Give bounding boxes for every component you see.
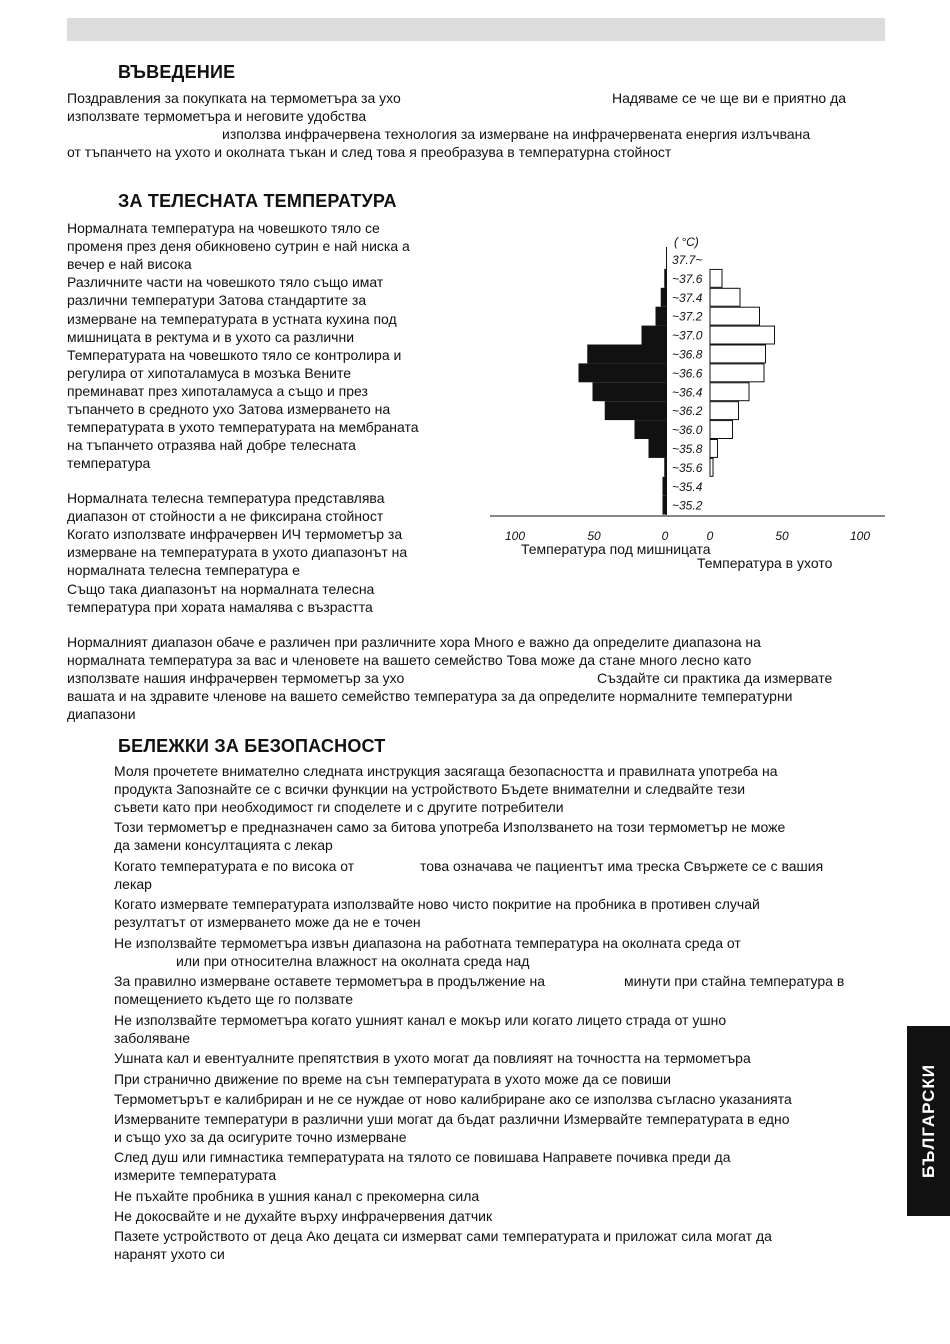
safety-line: наранят ухото си bbox=[114, 1246, 225, 1262]
chart-unit-label: ( °C) bbox=[674, 235, 699, 249]
bar-ear bbox=[710, 383, 749, 401]
bar-armpit bbox=[635, 420, 667, 439]
safety-line: Ушната кал и евентуалните препятствия в ухото могат да повлияят на точността на термометъра bbox=[114, 1050, 751, 1066]
intro-line: Надяваме се че ще ви е приятно да bbox=[612, 90, 847, 106]
body-temp-line: диапазони bbox=[67, 706, 136, 722]
intro-line: от тъпанчето на ухото и околната тъкан и след това я преобразува в температурна стойност bbox=[67, 144, 672, 160]
bar-armpit bbox=[663, 496, 667, 515]
bar-ear bbox=[710, 326, 775, 344]
safety-line: След душ или гимнастика температурата на тялото се повишава Направете почивка преди да bbox=[114, 1149, 731, 1165]
safety-line: да замени консултацията с лекар bbox=[114, 837, 333, 853]
bar-ear bbox=[710, 345, 766, 363]
intro-heading: ВЪВЕДЕНИЕ bbox=[118, 62, 236, 82]
category-label: ~36.8 bbox=[672, 347, 703, 362]
category-label: ~36.6 bbox=[672, 366, 703, 381]
para1-line: мишницата в ректума и в ухото са различни bbox=[67, 328, 355, 345]
para2-line: нормалната телесна температура е bbox=[67, 562, 300, 579]
category-label: ~35.8 bbox=[672, 442, 703, 456]
bar-ear bbox=[710, 402, 739, 420]
bar-armpit bbox=[593, 382, 667, 401]
tick-label-right: 100 bbox=[849, 529, 871, 540]
bar-ear bbox=[710, 440, 718, 458]
para1-line: температура bbox=[67, 455, 151, 472]
tick-label-left: 100 bbox=[504, 529, 526, 540]
para2-line: Също така диапазонът на нормалната телесна bbox=[67, 580, 375, 597]
body-temp-line: Създайте си практика да измервате bbox=[597, 670, 833, 686]
para1-line: Нормалната температура на човешкото тяло се bbox=[67, 220, 380, 236]
bar-ear bbox=[710, 364, 764, 382]
para1-line: Различните части на човешкото тяло също имат bbox=[67, 274, 384, 291]
safety-line: помещението където ще го ползвате bbox=[114, 991, 353, 1007]
para1-line: регулира от хипоталамуса в мозъка Вените bbox=[67, 364, 352, 381]
tick-label-right: 50 bbox=[775, 529, 789, 540]
para1-line: измерване на температурата в устната кухина под bbox=[67, 310, 397, 327]
body-temp-heading: ЗА ТЕЛЕСНАТА ТЕМПЕРАТУРА bbox=[118, 191, 397, 211]
category-label: ~37.0 bbox=[672, 328, 703, 343]
category-label: ~35.4 bbox=[672, 479, 703, 494]
safety-line: резултатът от измерването може да не е точен bbox=[114, 914, 421, 930]
safety-line: и също ухо за да осигурите точно измерване bbox=[114, 1129, 407, 1145]
header-bar bbox=[67, 18, 885, 41]
safety-line: При странично движение по време на сън температурата в ухото може да се повиши bbox=[114, 1071, 671, 1087]
bar-armpit bbox=[663, 477, 667, 496]
chart-caption-left: Температура под мишницата bbox=[521, 541, 711, 557]
chart-caption-right: Температура в ухото bbox=[697, 555, 833, 571]
safety-line: съвети като при необходимост ги споделете и с другите потребители bbox=[114, 799, 564, 815]
safety-line: или при относителна влажност на околната среда над bbox=[176, 953, 530, 969]
intro-line: Поздравления за покупката на термометъра за ухо bbox=[67, 90, 401, 106]
para2-line: Нормалната телесна температура представлява bbox=[67, 490, 385, 506]
bar-ear bbox=[710, 307, 760, 325]
safety-heading: БЕЛЕЖКИ ЗА БЕЗОПАСНОСТ bbox=[118, 736, 386, 756]
para1-line: вечер е най висока bbox=[67, 256, 192, 273]
para2-line: температура при хората намалява с възрастта bbox=[67, 598, 373, 615]
safety-line: Термометърът е калибриран и не се нуждае от ново калибриране ако се използва съгласно указанията bbox=[114, 1091, 792, 1107]
para1-line: на тъпанчето отразява най добре телесната bbox=[67, 437, 356, 454]
category-label: ~37.4 bbox=[672, 290, 703, 305]
safety-line: това означава че пациентът има треска Свържете се с вашия bbox=[420, 858, 824, 874]
safety-line: продукта Запознайте се с всички функции на устройството Бъдете внимателни и следвайте тези bbox=[114, 781, 746, 797]
para1-line: преминават през хипоталамуса а също и през bbox=[67, 382, 368, 399]
safety-line: Не пъхайте пробника в ушния канал с прекомерна сила bbox=[114, 1188, 480, 1204]
safety-line: Не докосвайте и не духайте върху инфрачервения датчик bbox=[114, 1208, 493, 1224]
para1-line: променя през деня обикновено сутрин е най ниска а bbox=[67, 238, 410, 255]
bar-armpit bbox=[661, 288, 666, 307]
bar-ear bbox=[710, 269, 722, 287]
para1-line: Температурата на човешкото тяло се контролира и bbox=[67, 346, 402, 363]
tick-label-left: 0 bbox=[661, 529, 669, 540]
category-label: ~37.2 bbox=[672, 309, 703, 324]
category-label: ~36.0 bbox=[672, 423, 703, 438]
tick-label-left: 50 bbox=[587, 529, 601, 540]
bar-armpit bbox=[579, 363, 667, 382]
body-temp-line: нормалната температура за вас и членовете на вашето семейство Това може да стане много лесно като bbox=[67, 652, 752, 668]
body-temp-line: Нормалният диапазон обаче е различен при различните хора Много е важно да определите диапазона на bbox=[67, 634, 761, 650]
intro-line: използвате термометъра и неговите удобства bbox=[67, 108, 367, 124]
category-label: ~35.6 bbox=[672, 460, 703, 475]
safety-line: Когато измервате температурата използвайте ново чисто покритие на пробника в противен случай bbox=[114, 896, 760, 912]
safety-line: лекар bbox=[114, 876, 152, 892]
safety-line: Не използвайте термометъра извън диапазона на работната температура на околната среда от bbox=[114, 935, 741, 951]
para2-line: измерване на температурата в ухото диапазонът на bbox=[67, 544, 408, 561]
safety-line: Не използвайте термометъра когато ушният канал е мокър или когато лицето страда от ушно bbox=[114, 1012, 727, 1028]
safety-line: Когато температурата е по висока от bbox=[114, 858, 355, 874]
safety-line: Този термометър е предназначен само за битова употреба Използването на този термометър не може bbox=[114, 819, 786, 835]
bar-armpit bbox=[642, 326, 667, 345]
bar-armpit bbox=[587, 345, 666, 364]
category-label: ~35.2 bbox=[672, 498, 703, 513]
body-temp-line: използвате нашия инфрачервен термометър за ухо bbox=[67, 670, 405, 686]
bar-armpit bbox=[664, 269, 666, 288]
intro-line: използва инфрачервена технология за измерване на инфрачервената енергия излъчвана bbox=[222, 126, 811, 142]
category-label: ~36.2 bbox=[672, 404, 703, 419]
bar-ear bbox=[710, 288, 740, 306]
para1-line: тъпанчето в средното ухо Затова измерването на bbox=[67, 401, 391, 417]
body-temp-line: вашата и на здравите членове на вашето семейство температура за да определите нормалните температурни bbox=[67, 688, 793, 704]
bar-ear bbox=[710, 421, 733, 439]
category-label: ~36.4 bbox=[672, 385, 703, 400]
para2-line: Когато използвате инфрачервен ИЧ термометър за bbox=[67, 526, 403, 543]
bar-armpit bbox=[656, 307, 667, 326]
language-tab bbox=[907, 1026, 950, 1216]
para2-line: диапазон от стойности а не фиксирана стойност bbox=[67, 508, 384, 525]
temperature-chart bbox=[480, 225, 900, 540]
safety-line: Пазете устройството от деца Ако децата си измерват сами температурата и приложат сила могат да bbox=[114, 1228, 772, 1244]
category-label: ~37.6 bbox=[672, 271, 703, 286]
safety-line: измерите температурата bbox=[114, 1167, 277, 1183]
safety-line: заболяване bbox=[114, 1030, 191, 1046]
bar-armpit bbox=[605, 401, 666, 420]
para1-line: температурата в ухото температурата на мембраната bbox=[67, 419, 419, 436]
bar-armpit bbox=[649, 439, 667, 458]
tick-label-right: 0 bbox=[706, 529, 714, 540]
safety-line: Измерваните температури в различни уши могат да бъдат различни Измервайте температурата в едно bbox=[114, 1111, 790, 1127]
bar-ear bbox=[710, 458, 713, 476]
safety-line: Моля прочетете внимателно следната инструкция засягаща безопасността и правилната употреба на bbox=[114, 763, 778, 779]
bar-armpit bbox=[664, 458, 666, 477]
safety-line: минути при стайна температура в bbox=[624, 973, 845, 989]
category-label: 37.7~ bbox=[672, 253, 703, 267]
language-tab-label: БЪЛГАРСКИ bbox=[918, 1064, 938, 1178]
para1-line: различни температури Затова стандартите за bbox=[67, 292, 367, 309]
safety-line: За правилно измерване оставете термометъра в продължение на bbox=[114, 973, 546, 989]
